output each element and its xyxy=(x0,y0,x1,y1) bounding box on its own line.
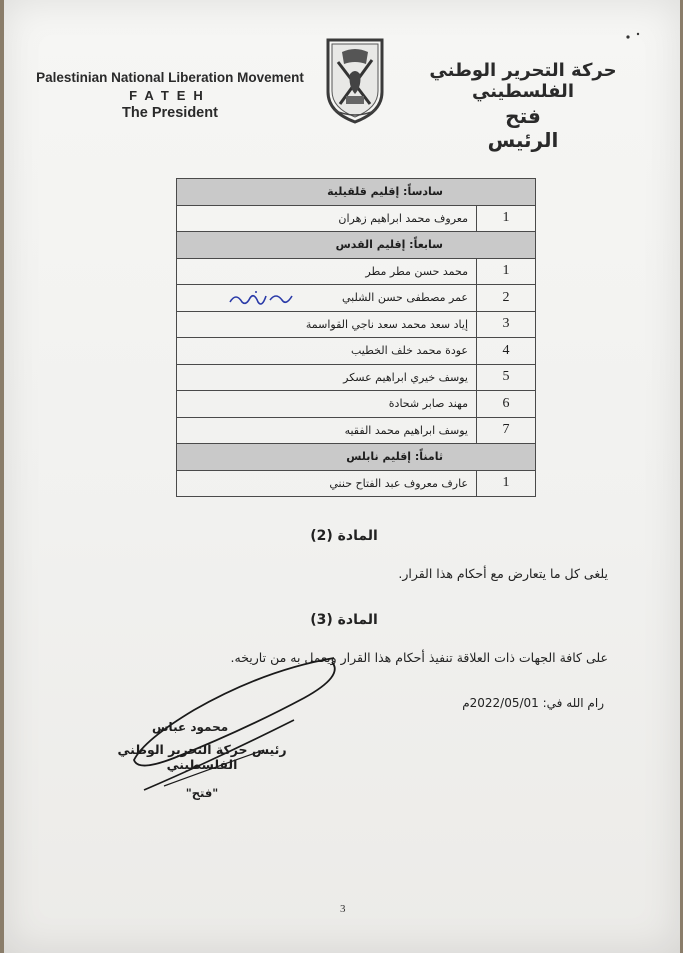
table-row xyxy=(177,311,536,338)
member-name: يوسف خيري ابراهيم عسكر xyxy=(177,364,477,391)
member-name: محمد حسن مطر مطر xyxy=(177,258,477,285)
fateh-ar: فتح xyxy=(505,104,541,128)
article-3-text: على كافة الجهات ذات العلاقة تنفيذ أحكام هذا القرار ويعمل به من تاريخه. xyxy=(230,650,608,665)
signature-block xyxy=(82,720,322,800)
table-row xyxy=(177,391,536,418)
table-row xyxy=(177,417,536,444)
member-name: عمر مصطفى حسن الشلبي xyxy=(177,285,477,312)
signatory-party: "فتح" xyxy=(185,786,219,800)
fateh-en: FATEH xyxy=(129,88,211,103)
date-line: رام الله في: 2022/05/01م xyxy=(462,696,604,710)
handwritten-annotation-icon xyxy=(226,288,296,310)
english-header xyxy=(32,70,308,121)
movement-name-ar: حركة التحرير الوطني الفلسطيني xyxy=(429,60,617,102)
president-ar: الرئيس xyxy=(487,128,559,152)
row-number: 3 xyxy=(477,311,536,338)
row-number: 5 xyxy=(477,364,536,391)
corner-marks xyxy=(624,30,644,42)
table-row xyxy=(177,338,536,365)
signatory-name: محمود عباس xyxy=(152,720,229,734)
row-number: 6 xyxy=(477,391,536,418)
row-number: 1 xyxy=(477,470,536,497)
region-label: سادساً: إقليم قلقيلية xyxy=(177,179,536,206)
row-number: 4 xyxy=(477,338,536,365)
article-2-title: المادة (2) xyxy=(310,528,378,544)
member-name: عارف معروف عبد الفتاح حنني xyxy=(177,470,477,497)
article-2-text: يلغى كل ما يتعارض مع أحكام هذا القرار. xyxy=(398,566,608,581)
region-row-nablus xyxy=(177,444,536,471)
member-name: عودة محمد خلف الخطيب xyxy=(177,338,477,365)
page-number: 3 xyxy=(340,903,346,915)
member-name: يوسف ابراهيم محمد الفقيه xyxy=(177,417,477,444)
president-en: The President xyxy=(122,105,218,121)
row-number: 1 xyxy=(477,258,536,285)
region-row-qalqilya xyxy=(177,179,536,206)
table-row xyxy=(177,470,536,497)
member-name: إياد سعد محمد سعد ناجي القواسمة xyxy=(177,311,477,338)
table-row xyxy=(177,205,536,232)
region-label: ثامناً: إقليم نابلس xyxy=(177,444,536,471)
region-label: سابعاً: إقليم القدس xyxy=(177,232,536,259)
row-number: 7 xyxy=(477,417,536,444)
signatory-title: رئيس حركة التحرير الوطني الفلسطيني xyxy=(117,742,287,772)
article-3-title: المادة (3) xyxy=(310,612,378,628)
member-name: مهند صابر شحادة xyxy=(177,391,477,418)
region-row-quds xyxy=(177,232,536,259)
row-number: 1 xyxy=(477,205,536,232)
table-row xyxy=(177,258,536,285)
fatah-emblem-icon xyxy=(320,34,390,124)
table-row xyxy=(177,364,536,391)
document-page xyxy=(4,0,680,953)
row-number: 2 xyxy=(477,285,536,312)
movement-name-en: Palestinian National Liberation Movement xyxy=(36,70,304,85)
member-name: معروف محمد ابراهيم زهران xyxy=(177,205,477,232)
arabic-header xyxy=(388,60,658,152)
members-table xyxy=(176,178,536,497)
